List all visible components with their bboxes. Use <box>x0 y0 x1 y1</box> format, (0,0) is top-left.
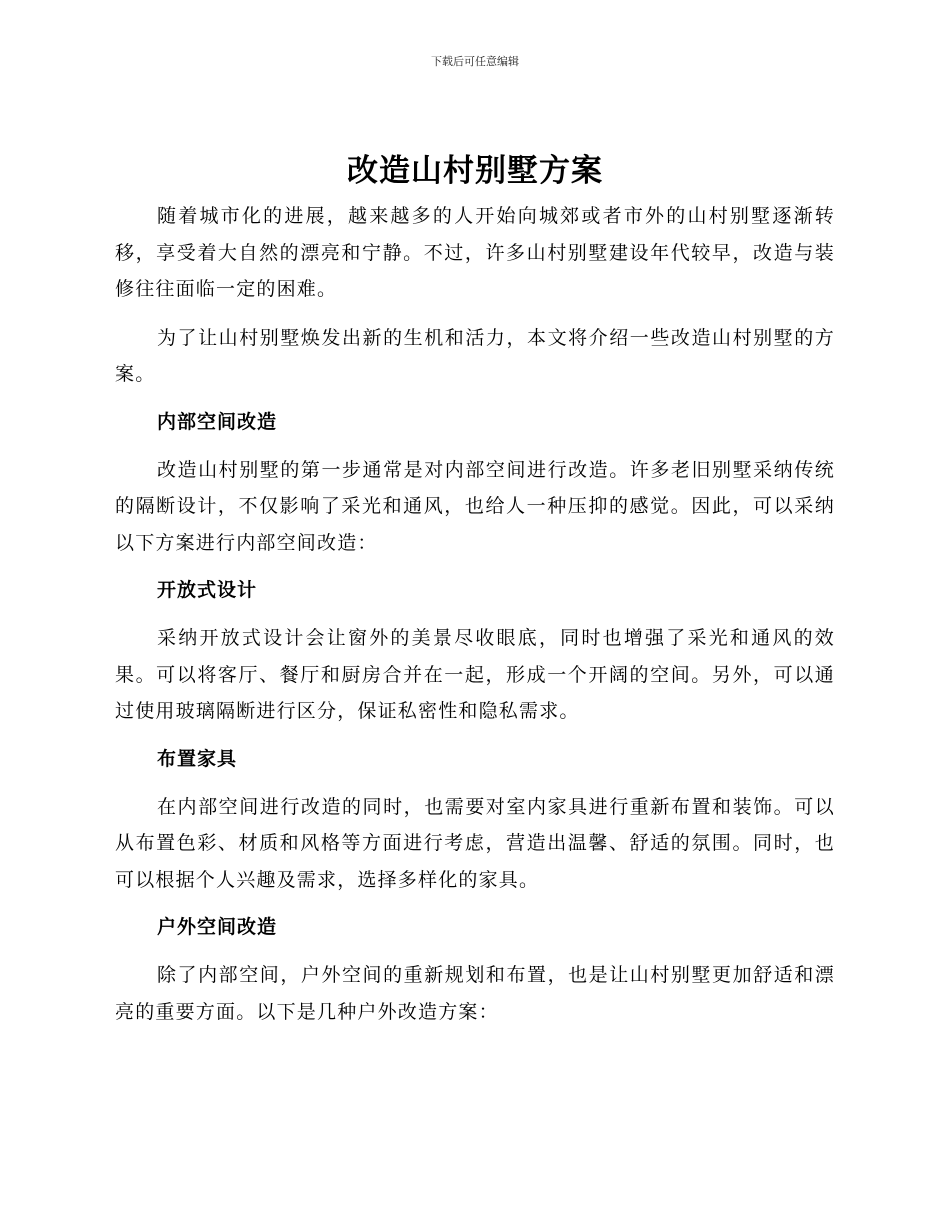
heading-open-design: 开放式设计 <box>157 579 258 601</box>
header-note: 下载后可任意编辑 <box>431 55 519 68</box>
heading-furniture-layout: 布置家具 <box>157 747 238 770</box>
heading-interior-renovation: 内部空间改造 <box>157 410 278 433</box>
heading-outdoor-renovation: 户外空间改造 <box>157 916 278 938</box>
paragraph-open-design: 采纳开放式设计会让窗外的美景尽收眼底，同时也增强了采光和通风的效果。可以将客厅、餐厅和厨房合并在一起，形成一个开阔的空间。另外，可以通过使用玻璃隔断进行区分，保证私密性和隐私需求。 <box>115 627 835 722</box>
document-title: 改造山村别墅方案 <box>347 153 603 189</box>
paragraph-interior-renovation: 改造山村别墅的第一步通常是对内部空间进行改造。许多老旧别墅采纳传统的隔断设计，不仅影响了采光和通风，也给人一种压抑的感觉。因此，可以采纳以下方案进行内部空间改造： <box>115 458 835 554</box>
paragraph-outdoor-renovation: 除了内部空间，户外空间的重新规划和布置，也是让山村别墅更加舒适和漂亮的重要方面。以下是几种户外改造方案： <box>115 964 835 1023</box>
document-body <box>115 148 835 1042</box>
paragraph-purpose: 为了让山村别墅焕发出新的生机和活力，本文将介绍一些改造山村别墅的方案。 <box>115 326 835 385</box>
paragraph-intro: 随着城市化的进展，越来越多的人开始向城郊或者市外的山村别墅逐渐转移，享受着大自然的漂亮和宁静。不过，许多山村别墅建设年代较早，改造与装修往往面临一定的困难。 <box>115 205 835 300</box>
paragraph-furniture-layout: 在内部空间进行改造的同时，也需要对室内家具进行重新布置和装饰。可以从布置色彩、材质和风格等方面进行考虑，营造出温馨、舒适的氛围。同时，也可以根据个人兴趣及需求，选择多样化的家具。 <box>115 795 835 891</box>
